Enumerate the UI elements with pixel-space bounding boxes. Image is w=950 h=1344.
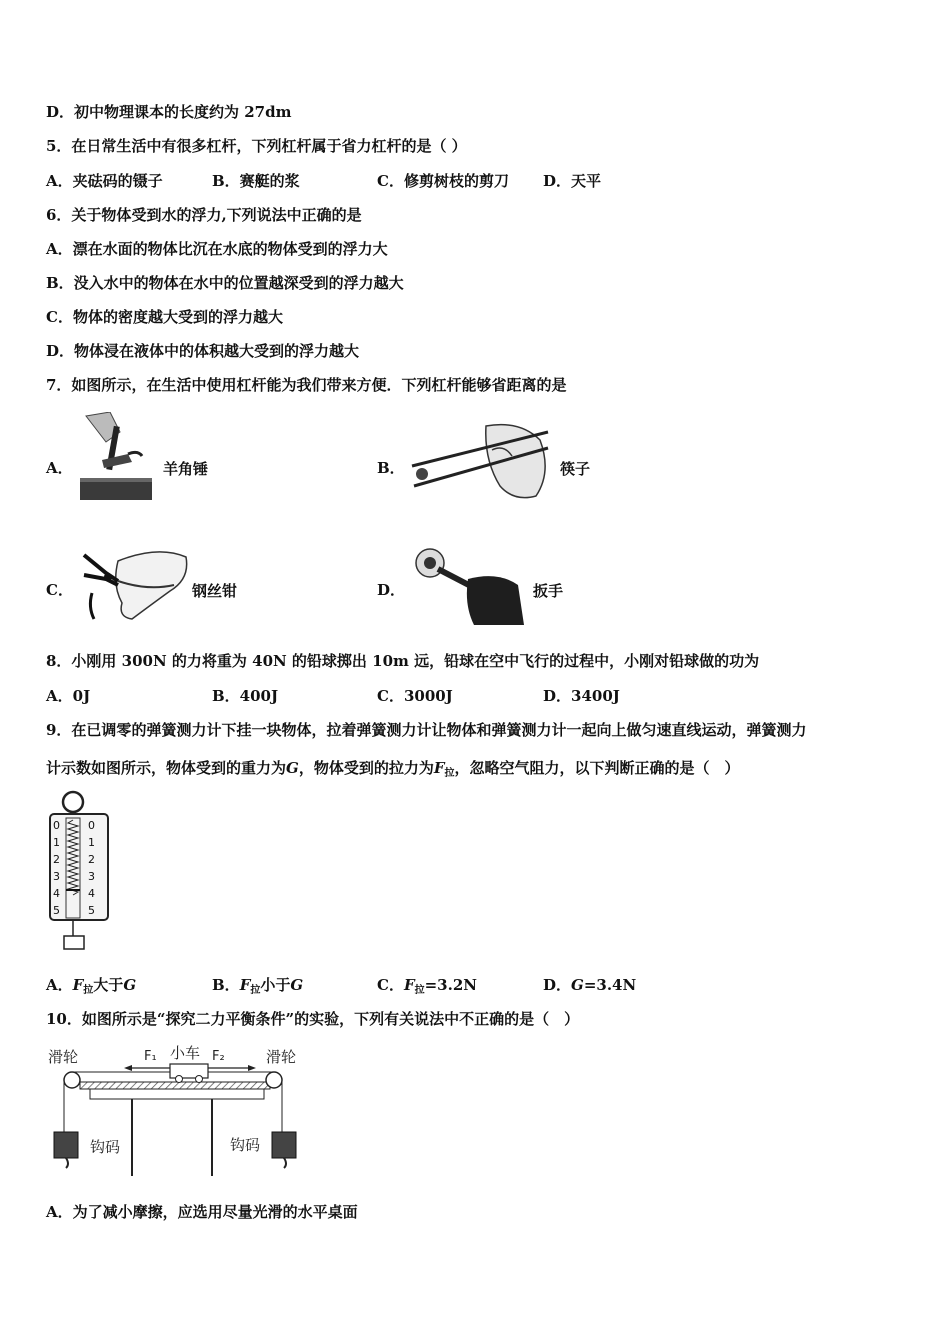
q8-stem: 8．小刚用 300N 的力将重为 40N 的铅球掷出 10m 远，铅球在空中飞行的过程中，小刚对铅球做的功为: [46, 652, 760, 670]
q9-stem-line1: 9．在已调零的弹簧测力计下挂一块物体，拉着弹簧测力计让物体和弹簧测力计一起向上做匀速直线运动，弹簧测力: [46, 721, 807, 739]
scale-mark-right: 4: [88, 887, 95, 900]
scale-mark-right: 0: [88, 819, 95, 832]
f1-label: F₁: [144, 1049, 157, 1064]
q7-option-c-letter: C．: [46, 581, 73, 599]
cart: [170, 1064, 208, 1078]
scale-mark-left: 3: [53, 870, 60, 883]
scale-mark-left: 5: [53, 904, 60, 917]
pulley-right-label: 滑轮: [266, 1048, 297, 1066]
q10-stem: 10．如图所示是“探究二力平衡条件”的实验，下列有关说法中不正确的是（ ）: [46, 1010, 580, 1028]
two-force-balance-figure: [44, 1040, 314, 1180]
q8-option-d: D．3400J: [543, 687, 620, 705]
claw-hammer-icon: [80, 412, 158, 504]
q7-option-d-letter: D．: [377, 581, 406, 599]
pliers-icon: [78, 545, 190, 623]
chopsticks-icon: [408, 420, 553, 502]
q5-option-d: D．天平: [543, 172, 602, 190]
q6-option-a: A．漂在水面的物体比沉在水底的物体受到的浮力大: [46, 240, 388, 258]
q7-option-a-label: 羊角锤: [163, 460, 209, 478]
q5-stem: 5．在日常生活中有很多杠杆，下列杠杆属于省力杠杆的是（ ）: [46, 137, 467, 155]
weight-right: [272, 1132, 296, 1158]
q9-stem-line2: 计示数如图所示，物体受到的重力为G，物体受到的拉力为$F_拉$，忽略空气阻力，以下判断正确的是（ ）: [46, 759, 740, 779]
weight-right-label: 钩码: [230, 1136, 261, 1154]
q9-option-c: C．$F_拉=3.2N$: [377, 976, 477, 996]
q8-option-c: C．3000J: [377, 687, 453, 705]
q6-option-c: C．物体的密度越大受到的浮力越大: [46, 308, 283, 326]
q7-stem: 7．如图所示，在生活中使用杠杆能为我们带来方便．下列杠杆能够省距离的是: [46, 376, 567, 394]
q6-stem: 6．关于物体受到水的浮力,下列说法中正确的是: [46, 206, 362, 224]
q5-option-c: C．修剪树枝的剪刀: [377, 172, 509, 190]
q8-option-b: B．400J: [212, 687, 279, 705]
q9-option-a: A．$F_拉$大于G: [46, 976, 137, 996]
q9-option-b: B．$F_拉$小于G: [212, 976, 304, 996]
q8-option-a: A．0J: [46, 687, 91, 705]
q6-option-b: B．没入水中的物体在水中的位置越深受到的浮力越大: [46, 274, 404, 292]
pulley-right: [266, 1072, 282, 1088]
q7-option-a-letter: A．: [46, 459, 73, 477]
q9-option-d: D．G=3.4N: [543, 976, 637, 994]
q6-option-d: D．物体浸在液体中的体积越大受到的浮力越大: [46, 342, 360, 360]
wrench-icon: [408, 545, 528, 625]
scale-mark-right: 2: [88, 853, 95, 866]
weight-left: [54, 1132, 78, 1158]
q7-option-c-label: 钢丝钳: [192, 582, 238, 600]
scale-mark-right: 5: [88, 904, 95, 917]
pulley-left: [64, 1072, 80, 1088]
scale-mark-left: 4: [53, 887, 60, 900]
cart-label: 小车: [170, 1044, 201, 1062]
scale-mark-left: 1: [53, 836, 60, 849]
q5-option-a: A．夹砝码的镊子: [46, 172, 163, 190]
q4-option-d: D．初中物理课本的长度约为 27dm: [46, 103, 292, 121]
q10-option-a: A．为了减小摩擦，应选用尽量光滑的水平桌面: [46, 1203, 358, 1221]
spring-scale-figure: [46, 790, 116, 952]
scale-mark-left: 0: [53, 819, 60, 832]
f2-label: F₂: [212, 1049, 225, 1064]
q5-option-b: B．赛艇的浆: [212, 172, 300, 190]
scale-mark-right: 3: [88, 870, 95, 883]
scale-mark-right: 1: [88, 836, 95, 849]
q7-option-b-letter: B．: [377, 459, 405, 477]
q7-option-d-label: 扳手: [533, 582, 564, 600]
pulley-left-label: 滑轮: [48, 1048, 79, 1066]
weight-left-label: 钩码: [90, 1138, 121, 1156]
q7-option-b-label: 筷子: [560, 460, 591, 478]
scale-mark-left: 2: [53, 853, 60, 866]
